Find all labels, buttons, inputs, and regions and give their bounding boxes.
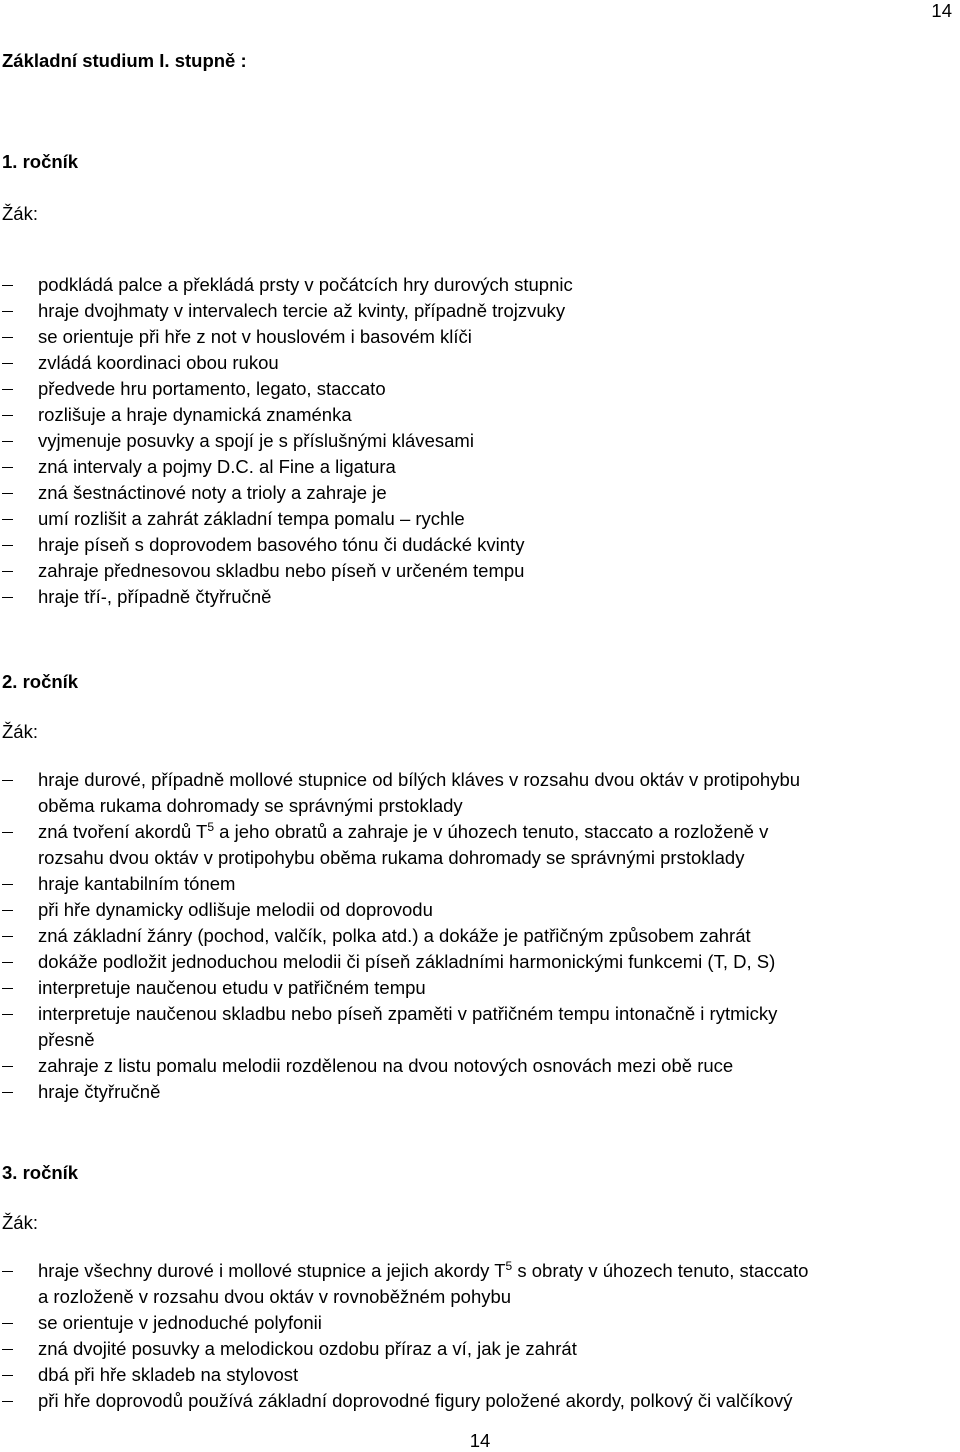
student-label-2: Žák: xyxy=(2,721,38,742)
student-label-1: Žák: xyxy=(2,203,38,224)
section-title-3: 3. ročník xyxy=(2,1162,79,1183)
superscript: 5 xyxy=(207,819,215,834)
list-item: zná dvojité posuvky a melodickou ozdobu příraz a ví, jak je zahrát xyxy=(0,1336,960,1362)
page-number-top: 14 xyxy=(931,0,952,21)
requirements-list-2 xyxy=(0,767,960,1105)
section-title-2: 2. ročník xyxy=(2,671,79,692)
item-text: interpretuje naučenou skladbu nebo píseň zpaměti v patřičném tempu intonačně i rytmicky xyxy=(38,1003,778,1024)
list-item: zná intervaly a pojmy D.C. al Fine a ligatura xyxy=(0,454,960,480)
list-item: hraje tří-, případně čtyřručně xyxy=(0,584,960,610)
list-item xyxy=(0,1258,960,1310)
list-item: zná šestnáctinové noty a trioly a zahraje je xyxy=(0,480,960,506)
list-item: zahraje z listu pomalu melodii rozdělenou na dvou notových osnovách mezi obě ruce xyxy=(0,1053,960,1079)
page-heading: Základní studium I. stupně : xyxy=(2,50,247,71)
superscript: 5 xyxy=(505,1258,513,1273)
list-item: vyjmenuje posuvky a spojí je s příslušnými klávesami xyxy=(0,428,960,454)
list-item xyxy=(0,1001,960,1053)
list-item: zahraje přednesovou skladbu nebo píseň v určeném tempu xyxy=(0,558,960,584)
list-item: zná základní žánry (pochod, valčík, polka atd.) a dokáže je patřičným způsobem zahrát xyxy=(0,923,960,949)
list-item: interpretuje naučenou etudu v patřičném tempu xyxy=(0,975,960,1001)
list-item: předvede hru portamento, legato, staccato xyxy=(0,376,960,402)
list-item xyxy=(0,767,960,819)
list-item: zvládá koordinaci obou rukou xyxy=(0,350,960,376)
list-item: dokáže podložit jednoduchou melodii či píseň základními harmonickými funkcemi (T, D, S) xyxy=(0,949,960,975)
list-item: se orientuje v jednoduché polyfonii xyxy=(0,1310,960,1336)
list-item: hraje dvojhmaty v intervalech tercie až kvinty, případně trojzvuky xyxy=(0,298,960,324)
item-text: hraje durové, případně mollové stupnice od bílých kláves v rozsahu dvou oktáv v protipohybu xyxy=(38,769,801,790)
item-text: a jeho obratů a zahraje je v úhozech tenuto, staccato a rozloženě v xyxy=(214,821,769,842)
list-item xyxy=(0,819,960,871)
requirements-list-1 xyxy=(0,272,960,610)
requirements-list-3 xyxy=(0,1258,960,1414)
item-text: s obraty v úhozech tenuto, staccato xyxy=(512,1260,809,1281)
item-text-continued: a rozloženě v rozsahu dvou oktáv v rovnoběžném pohybu xyxy=(38,1286,512,1307)
list-item: umí rozlišit a zahrát základní tempa pomalu – rychle xyxy=(0,506,960,532)
list-item: dbá při hře skladeb na stylovost xyxy=(0,1362,960,1388)
list-item: hraje píseň s doprovodem basového tónu či dudácké kvinty xyxy=(0,532,960,558)
item-text-continued: rozsahu dvou oktáv v protipohybu oběma rukama dohromady se správnými prstoklady xyxy=(38,847,745,868)
page-number-bottom: 14 xyxy=(469,1430,491,1451)
list-item: se orientuje při hře z not v houslovém i basovém klíči xyxy=(0,324,960,350)
student-label-3: Žák: xyxy=(2,1212,38,1233)
item-text-continued: oběma rukama dohromady se správnými prstoklady xyxy=(38,795,463,816)
list-item: při hře doprovodů používá základní doprovodné figury položené akordy, polkový či valčíkový xyxy=(0,1388,960,1414)
section-title-1: 1. ročník xyxy=(2,151,79,172)
list-item: rozlišuje a hraje dynamická znaménka xyxy=(0,402,960,428)
list-item: hraje kantabilním tónem xyxy=(0,871,960,897)
item-text: hraje všechny durové i mollové stupnice a jejich akordy T xyxy=(38,1260,506,1281)
item-text-continued: přesně xyxy=(38,1029,95,1050)
list-item: podkládá palce a překládá prsty v počátcích hry durových stupnic xyxy=(0,272,960,298)
list-item: hraje čtyřručně xyxy=(0,1079,960,1105)
item-text: zná tvoření akordů T xyxy=(38,821,208,842)
list-item: při hře dynamicky odlišuje melodii od doprovodu xyxy=(0,897,960,923)
